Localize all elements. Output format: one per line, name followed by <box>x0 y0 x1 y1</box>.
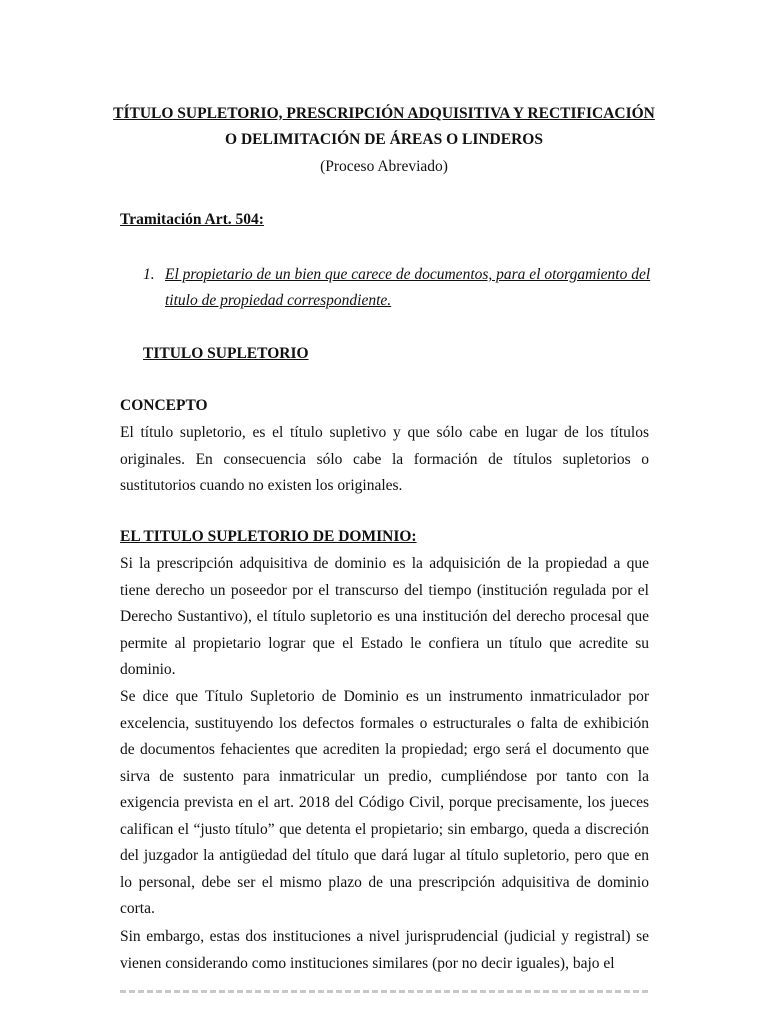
dominio-paragraph-1: Si la prescripción adquisitiva de dominio es la adquisición de la propiedad a que tiene derecho un poseedor por el transcurso del tiempo (institución regulada por el Derecho Sustantivo), el título supletorio es una institución del derecho procesal que permite al propietario lograr que el Estado le confiera un título que acredite su dominio. <box>120 555 649 678</box>
dominio-paragraph-2: Se dice que Título Supletorio de Dominio es un instrumento inmatriculador por excelencia, sustituyendo los defectos formales o estructurales o falta de exhibición de documentos fehacientes que acrediten la propiedad; ergo será el documento que sirva de sustento para inmatricular un predio, cumpliéndose por tanto con la exigencia prevista en el art. 2018 del Código Civil, porque precisamente, los jueces califican el “justo título” que detenta el propietario; sin embargo, queda a discreción del juzgador la antigüedad del título que dará lugar al título supletorio, pero que en lo personal, debe ser el mismo plazo de una prescripción adquisitiva de dominio corta. <box>120 688 649 917</box>
truncated-text-line <box>120 982 649 996</box>
document-subtitle: (Proceso Abreviado) <box>320 158 448 175</box>
titulo-supletorio-heading: TITULO SUPLETORIO <box>143 345 309 362</box>
list-item-number: 1. <box>143 266 155 283</box>
document-title-line-1: TÍTULO SUPLETORIO, PRESCRIPCIÓN ADQUISITIVA Y RECTIFICACIÓN <box>113 105 655 122</box>
list-item-line-1: El propietario de un bien que carece de documentos, para el otorgamiento del <box>165 266 651 283</box>
dominio-paragraph-3: Sin embargo, estas dos instituciones a nivel jurisprudencial (judicial y registral) se vienen considerando como instituciones similares (por no decir iguales), bajo el <box>120 928 649 972</box>
concepto-heading: CONCEPTO <box>120 397 208 414</box>
tramitacion-heading: Tramitación Art. 504: <box>120 211 264 228</box>
concepto-paragraph: El título supletorio, es el título supletivo y que sólo cabe en lugar de los títulos originales. En consecuencia sólo cabe la formación de títulos supletorios o sustitutorios cuando no existen los originales. <box>120 424 649 494</box>
dominio-heading: EL TITULO SUPLETORIO DE DOMINIO: <box>120 528 417 545</box>
list-item-line-2: titulo de propiedad correspondiente. <box>165 292 392 309</box>
document-title-line-2: O DELIMITACIÓN DE ÁREAS O LINDEROS <box>225 131 543 148</box>
